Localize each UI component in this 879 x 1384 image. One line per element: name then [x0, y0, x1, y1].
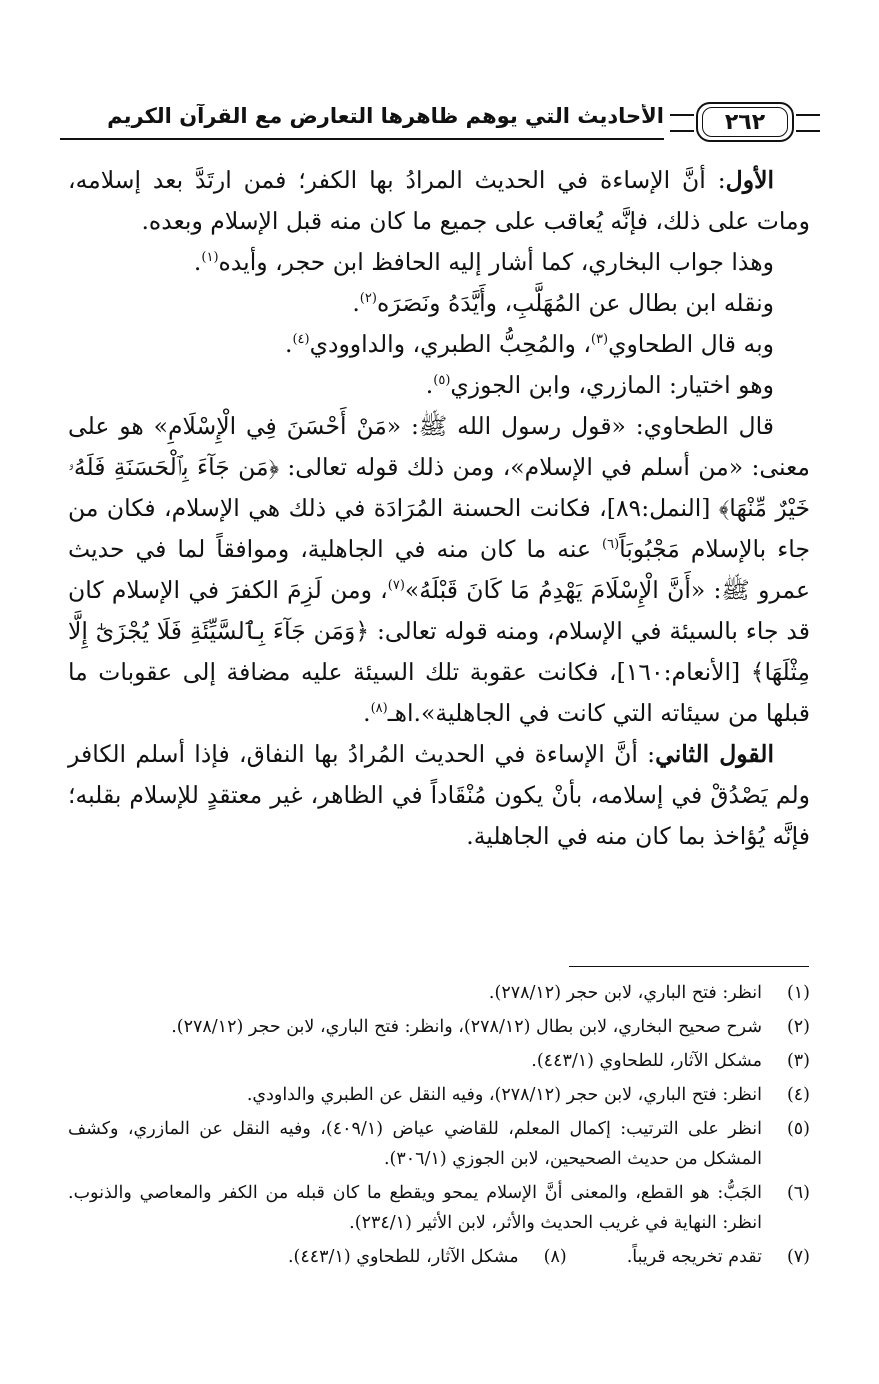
tahawi-quote-c: ، ومن لَزِمَ الكفرَ في الإسلام كان قد جاء بالسيئة في الإسلام، ومنه قوله تعالى: ﴿وَمَن جَآءَ بِٱلسَّيِّئَةِ فَلَا يُجْزَىٰٓ إِلَّا مِثْلَهَا﴾ [الأنعام:١٦٠]، فكانت عقوبة تلك السيئة عليه مضافة إلى عقوبات ما قبلها من سيئاته التي كانت في الجاهلية».اهـ [68, 576, 810, 727]
page-number: ٢٦٢ [702, 107, 788, 137]
footnote-number: (٥) [786, 1119, 810, 1139]
tahawi-text-b: ، والمُحِبُّ الطبري، والداوودي [309, 330, 591, 358]
footnote-6 [68, 1178, 810, 1238]
tahawi-text-a: وبه قال الطحاوي [608, 330, 774, 358]
page-header [60, 98, 820, 148]
footnote-number: (٢) [786, 1017, 810, 1037]
footnote-ref-6[interactable]: (٦) [602, 537, 620, 553]
frame-rule-right [796, 114, 820, 132]
footnote-text: مشكل الآثار، للطحاوي (٤٤٣/١). [287, 1247, 519, 1267]
tahawi-quote-a: قال الطحاوي: «قول رسول الله ﷺ: «مَنْ أَحْسَنَ فِي الْإِسْلَامِ» هو على معنى: «من أسلم في الإسلام»، ومن ذلك قوله تعالى: ﴿مَن جَآءَ بِٱلْحَسَنَةِ فَلَهُۥ خَيْرٌ مِّنْهَا﴾ [النمل:٨٩]، فكانت الحسنة المُرَادَة في ذلك هي الإسلام، فكان من جاء بالإسلام مَجْبُوبَاً [68, 412, 810, 563]
paragraph-ibn-battal: ونقله ابن بطال عن المُهَلَّبِ، وأَيَّدَهُ ونَصَرَه$^{(٢)}$. [352, 289, 774, 317]
main-text [68, 160, 810, 857]
footnote-number: (٤) [786, 1085, 810, 1105]
second-opinion-label: القول الثاني [655, 740, 774, 768]
footnote-text: تقدم تخريجه قريباً. [626, 1247, 762, 1267]
footnote-number: (١) [786, 983, 810, 1003]
tahawi-quote-b: عنه ما كان منه في الجاهلية، وموافقاً لما في حديث عمرو ﷺ: «أَنَّ الْإِسْلَامَ يَهْدِمُ مَا كَانَ قَبْلَهُ» [68, 535, 811, 604]
footnote-ref-8[interactable]: (٨) [370, 701, 388, 717]
footnote-3 [68, 1046, 810, 1076]
second-opinion-text: : أنَّ الإساءة في الحديث المُرادُ بها النفاق، فإذا أسلم الكافر ولم يَصْدُقْ في إسلامه، بأنْ يكون مُنْقَاداً في الظاهر، غير معتقدٍ للإسلام بقلبه؛ فإنَّه يُؤاخذ بما كان منه في الجاهلية. [68, 740, 810, 850]
footnote-8 [288, 1242, 567, 1272]
maziri-text: وهو اختيار: المازري، وابن الجوزي [450, 371, 774, 399]
paragraph-first-opinion [68, 160, 810, 242]
footnote-ref-5[interactable]: (٥) [433, 373, 451, 389]
footnote-text: انظر على الترتيب: إكمال المعلم، للقاضي عياض (٤٠٩/١)، وفيه النقل عن المازري، وكشف المشكل من حديث الصحيحين، لابن الجوزي (٣٠٦/١). [68, 1119, 762, 1169]
footnote-ref-4[interactable]: (٤) [292, 332, 310, 348]
footnote-text: انظر: فتح الباري، لابن حجر (٢٧٨/١٢)، وفيه النقل عن الطبري والداودي. [246, 1085, 762, 1105]
paragraph-tahawi: وبه قال الطحاوي$^{(٣)}$، والمُحِبُّ الطبري، والداوودي$^{(٤)}$. [284, 330, 774, 358]
footnote-4 [68, 1080, 810, 1110]
footnote-text: شرح صحيح البخاري، لابن بطال (٢٧٨/١٢)، وانظر: فتح الباري، لابن حجر (٢٧٨/١٢). [171, 1017, 762, 1037]
footnote-ref-7[interactable]: (٧) [387, 578, 405, 594]
header-rule [60, 138, 664, 140]
footnote-number: (٣) [786, 1051, 810, 1071]
paragraph-maziri: وهو اختيار: المازري، وابن الجوزي$^{(٥)}$. [425, 371, 774, 399]
bukhari-text: وهذا جواب البخاري، كما أشار إليه الحافظ ابن حجر، وأيده [218, 248, 774, 276]
frame-rule-left [670, 114, 694, 132]
footnote-number: (٧) [786, 1247, 810, 1267]
ibn-battal-text: ونقله ابن بطال عن المُهَلَّبِ، وأَيَّدَهُ ونَصَرَه [376, 289, 774, 317]
footnote-5 [68, 1114, 810, 1174]
page-number-frame [670, 102, 820, 142]
footnote-text: انظر: فتح الباري، لابن حجر (٢٧٨/١٢). [488, 983, 762, 1003]
footnote-7 [627, 1242, 810, 1272]
footnote-number: (٦) [786, 1183, 810, 1203]
running-title: الأحاديث التي يوهم ظاهرها التعارض مع القرآن الكريم [107, 104, 664, 128]
footnote-ref-2[interactable]: (٢) [359, 291, 377, 307]
footnote-row-7-8 [68, 1242, 810, 1276]
paragraph-bukhari: وهذا جواب البخاري، كما أشار إليه الحافظ ابن حجر، وأيده$^{(١)}$. [193, 248, 774, 276]
footnote-text: مشكل الآثار، للطحاوي (٤٤٣/١). [531, 1051, 762, 1071]
footnote-2 [68, 1012, 810, 1042]
first-opinion-label: الأول [725, 166, 774, 194]
footnote-ref-3[interactable]: (٣) [590, 332, 609, 348]
footnote-separator [569, 966, 809, 967]
paragraph-second-opinion [68, 734, 810, 857]
footnote-number: (٨) [543, 1247, 567, 1267]
paragraph-tahawi-quote: قال الطحاوي: «قول رسول الله ﷺ: «مَنْ أَحْسَنَ فِي الْإِسْلَامِ» هو على معنى: «من أسلم في الإسلام»، ومن ذلك قوله تعالى: ﴿مَن جَآءَ بِٱلْحَسَنَةِ فَلَهُۥ خَيْرٌ مِّنْهَا﴾ [النمل:٨٩]، فكانت الحسنة المُرَادَة في ذلك هي الإسلام، فكان من جاء بالإسلام مَجْبُوبَاً$^{(٦)}$ عنه ما كان منه في الجاهلية، وموافقاً لما في حديث عمرو ﷺ: «أَنَّ الْإِسْلَامَ يَهْدِمُ مَا كَانَ قَبْلَهُ»$^{(٧)}$، ومن لَزِمَ الكفرَ في الإسلام كان قد جاء بالسيئة في الإسلام، ومنه قوله تعالى: ﴿وَمَن جَآءَ بِٱلسَّيِّئَةِ فَلَا يُجْزَىٰٓ إِلَّا مِثْلَهَا﴾ [الأنعام:١٦٠]، فكانت عقوبة تلك السيئة عليه مضافة إلى عقوبات ما قبلها من سيئاته التي كانت في الجاهلية».اهـ$^{(٨)}$. [68, 412, 811, 727]
footnote-text: الجَبُّ: هو القطع، والمعنى أنَّ الإسلام يمحو ويقطع ما كان قبله من الكفر والمعاصي والذنوب. انظر: النهاية في غريب الحديث والأثر، لابن الأثير (٢٣٤/١). [68, 1183, 762, 1233]
footnotes [68, 978, 810, 1276]
footnote-ref-1[interactable]: (١) [201, 250, 219, 266]
footnote-1 [68, 978, 810, 1008]
first-opinion-text: : أنَّ الإساءة في الحديث المرادُ بها الكفر؛ فمن ارتَدَّ بعد إسلامه، ومات على ذلك، فإنَّه يُعاقب على جميع ما كان منه قبل الإسلام وبعده. [68, 166, 810, 235]
